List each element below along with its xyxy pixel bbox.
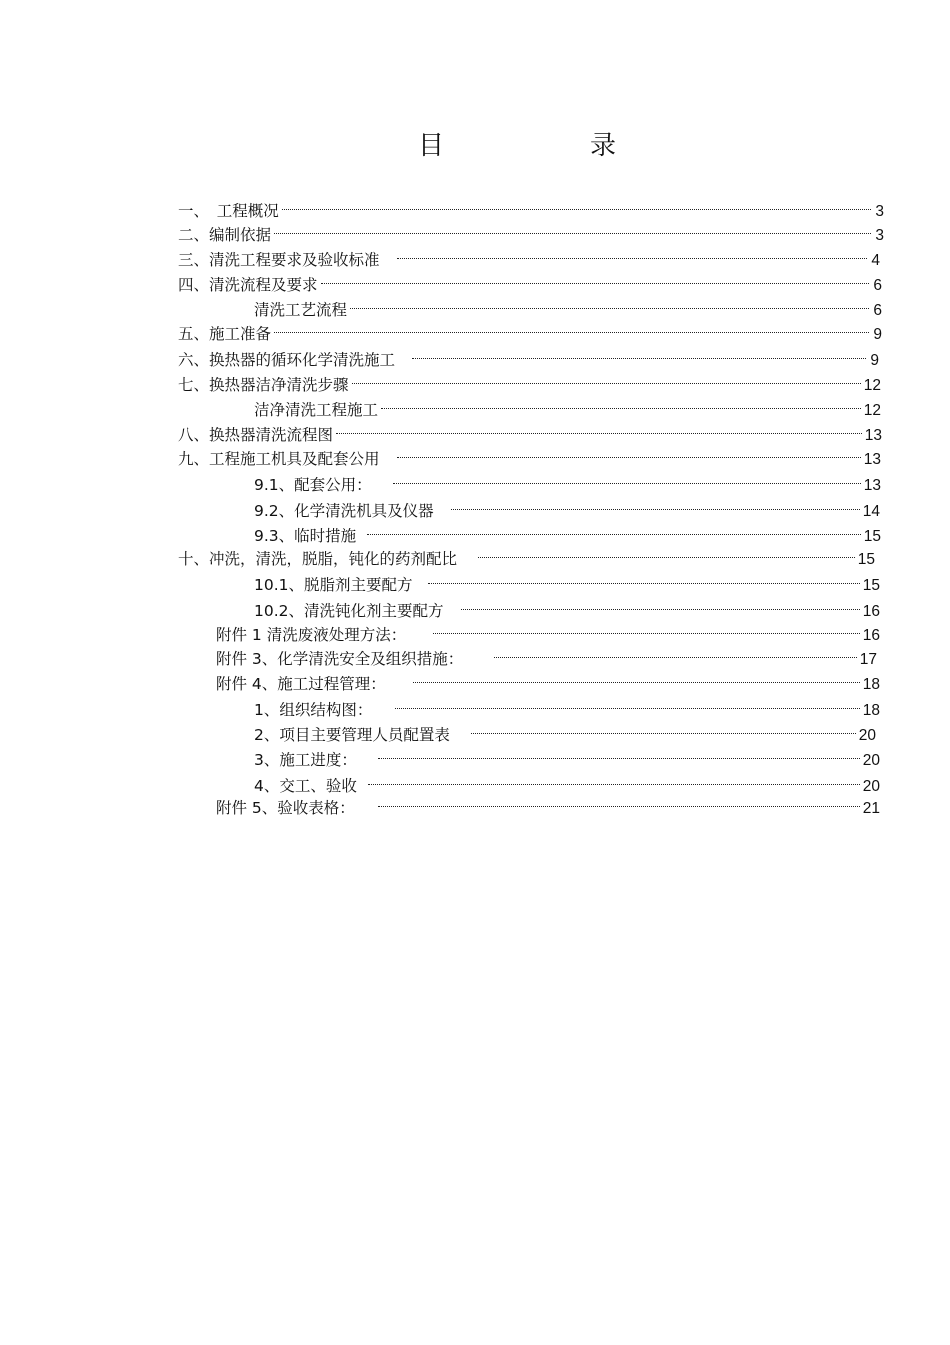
toc-entry-page: 14 bbox=[862, 503, 880, 520]
toc-entry-label: 五、施工准备 bbox=[178, 325, 272, 343]
toc-entry[interactable] bbox=[216, 618, 880, 644]
toc-entry-page: 15 bbox=[862, 577, 880, 594]
toc-entry-page: 3 bbox=[875, 227, 884, 244]
toc-leader-dots bbox=[350, 293, 869, 315]
toc-entry-label: 10.2、清洗钝化剂主要配方 bbox=[254, 602, 444, 620]
toc-entry-label: 七、换热器洁净清洗步骤 bbox=[178, 376, 349, 394]
toc-entry-page: 20 bbox=[862, 778, 880, 795]
toc-entry-page: 16 bbox=[862, 603, 880, 620]
toc-leader-dots bbox=[381, 393, 861, 415]
toc-leader-dots bbox=[395, 693, 859, 715]
toc-leader-dots bbox=[413, 667, 860, 689]
toc-leader-dots bbox=[428, 568, 860, 590]
toc-leader-dots bbox=[478, 542, 855, 564]
toc-leader-dots bbox=[367, 519, 861, 541]
toc-leader-dots bbox=[352, 368, 861, 390]
toc-entry-label: 三、清洗工程要求及验收标准 bbox=[178, 251, 380, 269]
toc-entry[interactable] bbox=[178, 343, 879, 369]
toc-entry-label: 六、换热器的循环化学清洗施工 bbox=[178, 351, 396, 369]
toc-entry-label: 9.2、化学清洗机具及仪器 bbox=[254, 502, 434, 520]
toc-entry-label: 10.1、脱脂剂主要配方 bbox=[254, 576, 413, 594]
toc-entry[interactable] bbox=[178, 418, 882, 444]
toc-entry[interactable] bbox=[178, 243, 880, 269]
toc-entry-page: 9 bbox=[873, 326, 882, 343]
toc-entry-page: 15 bbox=[857, 551, 875, 568]
toc-leader-dots bbox=[274, 317, 869, 339]
toc-leader-dots bbox=[393, 468, 861, 490]
toc-entry[interactable] bbox=[178, 317, 882, 343]
toc-entry[interactable] bbox=[178, 218, 884, 244]
toc-title-char-1: 目 bbox=[418, 131, 445, 161]
toc-entry-page: 21 bbox=[862, 800, 880, 817]
toc-entry[interactable] bbox=[216, 791, 880, 817]
toc-leader-dots bbox=[461, 594, 860, 616]
toc-entry-label: 洁净清洗工程施工 bbox=[254, 401, 379, 419]
toc-entry-label: 9.1、配套公用： bbox=[254, 476, 372, 494]
toc-entry-label: 9.3、临时措施 bbox=[254, 527, 357, 545]
toc-entry[interactable] bbox=[254, 718, 876, 744]
toc-entry-page: 15 bbox=[863, 528, 881, 545]
toc-entry-label: 十、冲洗，清洗，脱脂，钝化的药剂配比 bbox=[178, 550, 458, 568]
toc-entry-label: 一、 工程概况 bbox=[178, 202, 279, 220]
toc-leader-dots bbox=[397, 442, 861, 464]
toc-leader-dots bbox=[282, 194, 871, 216]
toc-leader-dots bbox=[494, 642, 856, 664]
toc-entry[interactable] bbox=[254, 743, 880, 769]
toc-leader-dots bbox=[368, 769, 860, 791]
toc-entry[interactable] bbox=[254, 393, 881, 419]
toc-entry[interactable] bbox=[254, 293, 882, 319]
toc-entry[interactable] bbox=[254, 519, 881, 545]
toc-entry[interactable] bbox=[216, 642, 877, 668]
toc-entry-page: 13 bbox=[864, 427, 882, 444]
toc-entry-label: 3、施工进度： bbox=[254, 751, 357, 769]
toc-entry[interactable] bbox=[254, 468, 881, 494]
toc-entry-label: 附件 1 清洗废液处理方法： bbox=[216, 626, 407, 644]
toc-leader-dots bbox=[471, 718, 856, 740]
toc-entry-page: 12 bbox=[863, 402, 881, 419]
toc-entry-label: 清洗工艺流程 bbox=[254, 301, 348, 319]
toc-entry[interactable] bbox=[254, 494, 880, 520]
toc-leader-dots bbox=[321, 268, 869, 290]
toc-entry[interactable] bbox=[216, 667, 880, 693]
toc-entry[interactable] bbox=[254, 594, 880, 620]
toc-entry[interactable] bbox=[178, 194, 884, 220]
toc-entry-page: 18 bbox=[862, 702, 880, 719]
toc-entry[interactable] bbox=[178, 542, 875, 568]
toc-entry[interactable] bbox=[178, 268, 882, 294]
toc-leader-dots bbox=[433, 618, 860, 640]
toc-entry-page: 3 bbox=[875, 203, 884, 220]
toc-entry-label: 四、清洗流程及要求 bbox=[178, 276, 318, 294]
toc-title-char-2: 录 bbox=[590, 131, 617, 161]
toc-entry-label: 九、工程施工机具及配套公用 bbox=[178, 450, 380, 468]
toc-entry-label: 附件 3、化学清洗安全及组织措施： bbox=[216, 650, 464, 668]
toc-entry[interactable] bbox=[178, 368, 881, 394]
toc-entry-page: 4 bbox=[871, 252, 880, 269]
toc-entry-label: 4、交工、验收 bbox=[254, 777, 357, 795]
toc-entry-page: 6 bbox=[873, 302, 882, 319]
toc-leader-dots bbox=[412, 343, 866, 365]
toc-entry-page: 20 bbox=[858, 727, 876, 744]
toc-entry[interactable] bbox=[178, 442, 881, 468]
toc-leader-dots bbox=[274, 218, 871, 240]
toc-entry-label: 1、组织结构图： bbox=[254, 701, 373, 719]
toc-entry-page: 9 bbox=[870, 352, 879, 369]
toc-leader-dots bbox=[336, 418, 862, 440]
toc-entry[interactable] bbox=[254, 693, 880, 719]
toc-leader-dots bbox=[378, 791, 860, 813]
toc-entry-page: 17 bbox=[859, 651, 877, 668]
toc-leader-dots bbox=[397, 243, 867, 265]
toc-entry-page: 13 bbox=[863, 477, 881, 494]
toc-entry[interactable] bbox=[254, 769, 880, 795]
toc-entry-page: 18 bbox=[862, 676, 880, 693]
toc-leader-dots bbox=[378, 743, 860, 765]
toc-entry-page: 20 bbox=[862, 752, 880, 769]
toc-entry-label: 二、编制依据 bbox=[178, 226, 272, 244]
toc-entry-page: 13 bbox=[863, 451, 881, 468]
toc-entry-label: 2、项目主要管理人员配置表 bbox=[254, 726, 450, 744]
toc-leader-dots bbox=[451, 494, 860, 516]
toc-entry-label: 附件 4、施工过程管理： bbox=[216, 675, 386, 693]
toc-entry[interactable] bbox=[254, 568, 880, 594]
toc-entry-page: 16 bbox=[862, 627, 880, 644]
toc-entry-label: 附件 5、验收表格： bbox=[216, 799, 355, 817]
toc-entry-page: 12 bbox=[863, 377, 881, 394]
toc-entry-page: 6 bbox=[873, 277, 882, 294]
toc-entry-label: 八、换热器清洗流程图 bbox=[178, 426, 334, 444]
